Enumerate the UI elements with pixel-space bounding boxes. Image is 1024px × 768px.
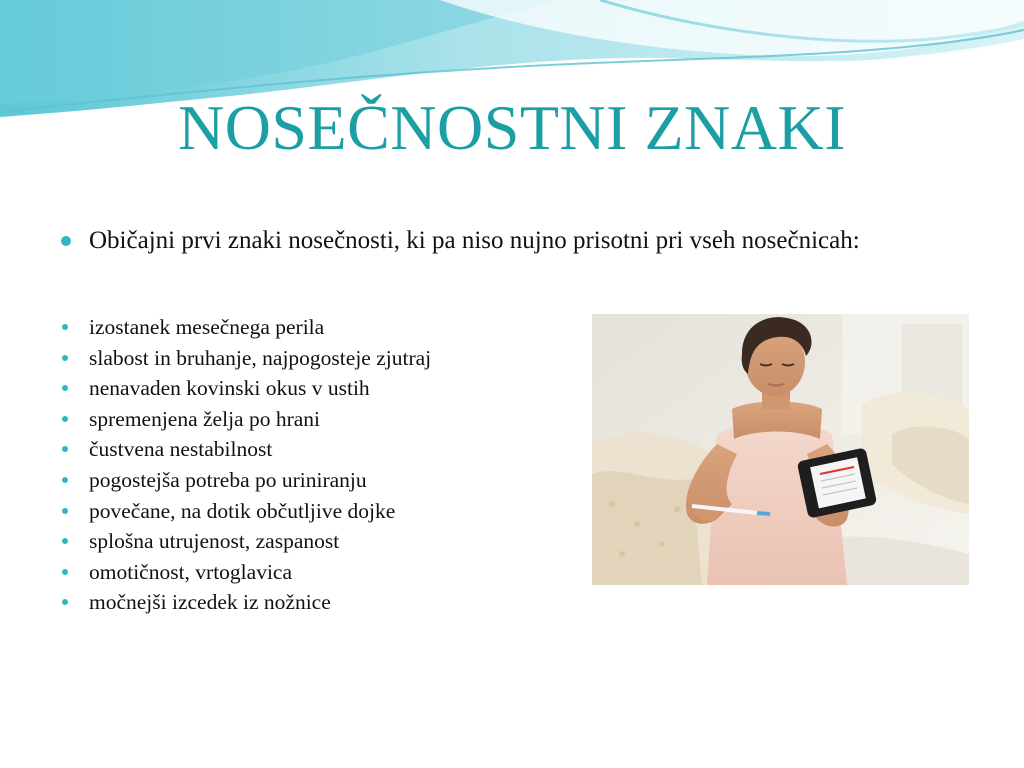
bullet-icon — [62, 538, 68, 544]
intro-bullet-icon — [61, 236, 71, 246]
list-item-text: nenavaden kovinski okus v ustih — [89, 376, 370, 401]
list-item-text: slabost in bruhanje, najpogosteje zjutraj — [89, 345, 432, 370]
slide-title: NOSEČNOSTNI ZNAKI — [177, 92, 847, 163]
list-item-text: močnejši izcedek iz nožnice — [89, 590, 331, 615]
symptom-list — [62, 312, 582, 618]
list-item-text: povečane, na dotik občutljive dojke — [89, 498, 396, 523]
list-item-text: čustvena nestabilnost — [89, 437, 273, 462]
list-item — [62, 312, 582, 343]
list-item-text: splošna utrujenost, zaspanost — [89, 529, 340, 554]
list-item — [62, 343, 582, 374]
list-item — [62, 373, 582, 404]
list-item — [62, 526, 582, 557]
bullet-icon — [62, 324, 68, 330]
bullet-icon — [62, 599, 68, 605]
woman-with-thermometer-photo — [592, 314, 969, 585]
list-item — [62, 587, 582, 618]
intro-paragraph — [62, 226, 902, 255]
list-item — [62, 557, 582, 588]
bullet-icon — [62, 477, 68, 483]
list-item — [62, 404, 582, 435]
bullet-icon — [62, 355, 68, 361]
list-item — [62, 465, 582, 496]
list-item-text: izostanek mesečnega perila — [89, 315, 325, 339]
bullet-icon — [62, 446, 68, 452]
list-item — [62, 434, 582, 465]
list-item-text: omotičnost, vrtoglavica — [89, 559, 293, 584]
intro-text: Običajni prvi znaki nosečnosti, ki pa niso nujno prisotni pri vseh nosečnicah: — [89, 227, 860, 254]
list-item-text: spremenjena želja po hrani — [89, 406, 321, 431]
list-item — [62, 496, 582, 527]
bullet-icon — [62, 416, 68, 422]
list-item-text: pogostejša potreba po uriniranju — [89, 467, 367, 492]
bullet-icon — [62, 385, 68, 391]
bullet-icon — [62, 508, 68, 514]
bullet-icon — [62, 569, 68, 575]
